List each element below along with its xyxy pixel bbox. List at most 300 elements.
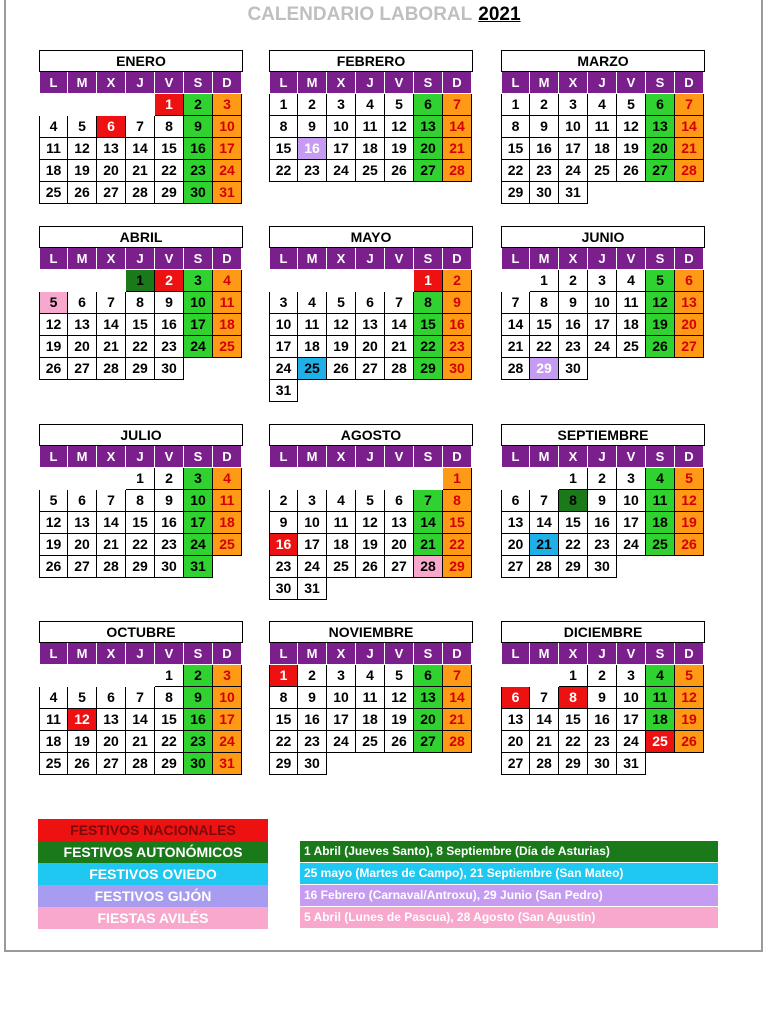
day-cell: 5 bbox=[68, 687, 97, 709]
weekday-header: M bbox=[298, 248, 327, 270]
day-cell: 30 bbox=[155, 556, 184, 578]
day-cell: 29 bbox=[443, 556, 472, 578]
day-cell: 7 bbox=[385, 292, 414, 314]
legend-aviles: FIESTAS AVILÉS bbox=[38, 907, 268, 929]
day-cell: 13 bbox=[68, 314, 97, 336]
day-cell: 9 bbox=[298, 687, 327, 709]
weekday-header: M bbox=[530, 248, 559, 270]
day-cell: 8 bbox=[269, 687, 298, 709]
page-title bbox=[0, 3, 768, 27]
day-cell: 1 bbox=[126, 270, 155, 292]
day-cell: 30 bbox=[559, 358, 588, 380]
day-cell: 27 bbox=[97, 753, 126, 775]
month-abril bbox=[39, 226, 243, 380]
day-cell: 22 bbox=[443, 534, 472, 556]
day-cell: 1 bbox=[443, 468, 472, 490]
empty-cell bbox=[298, 468, 327, 490]
day-cell: 4 bbox=[646, 468, 675, 490]
day-cell: 9 bbox=[530, 116, 559, 138]
empty-cell bbox=[68, 468, 97, 490]
month-grid bbox=[39, 446, 243, 578]
day-cell: 7 bbox=[530, 687, 559, 709]
day-cell: 12 bbox=[39, 512, 68, 534]
legend-gijon-note: 16 Febrero (Carnaval/Antroxu), 29 Junio (San Pedro) bbox=[300, 885, 718, 906]
weekday-header: L bbox=[269, 446, 298, 468]
day-cell: 9 bbox=[298, 116, 327, 138]
day-cell: 21 bbox=[385, 336, 414, 358]
day-cell: 15 bbox=[559, 709, 588, 731]
month-name: AGOSTO bbox=[269, 424, 473, 446]
day-cell: 9 bbox=[588, 687, 617, 709]
day-cell: 14 bbox=[443, 687, 472, 709]
day-cell: 22 bbox=[269, 160, 298, 182]
weekday-header: M bbox=[298, 446, 327, 468]
day-cell: 14 bbox=[385, 314, 414, 336]
month-name: ENERO bbox=[39, 50, 243, 72]
day-cell: 30 bbox=[184, 182, 213, 204]
day-cell: 13 bbox=[97, 709, 126, 731]
weekday-header: L bbox=[501, 248, 530, 270]
day-cell: 16 bbox=[269, 534, 298, 556]
day-cell: 29 bbox=[530, 358, 559, 380]
weekday-header: M bbox=[298, 72, 327, 94]
month-grid bbox=[269, 446, 473, 600]
day-cell: 23 bbox=[184, 731, 213, 753]
legend-autonomicos: FESTIVOS AUTONÓMICOS bbox=[38, 841, 268, 863]
month-noviembre bbox=[269, 621, 473, 775]
weekday-header: V bbox=[155, 72, 184, 94]
day-cell: 16 bbox=[184, 138, 213, 160]
day-cell: 25 bbox=[356, 160, 385, 182]
day-cell: 24 bbox=[327, 160, 356, 182]
day-cell: 3 bbox=[327, 94, 356, 116]
day-cell: 13 bbox=[675, 292, 704, 314]
day-cell: 1 bbox=[155, 665, 184, 687]
month-grid bbox=[269, 643, 473, 775]
day-cell: 17 bbox=[184, 314, 213, 336]
day-cell: 1 bbox=[126, 468, 155, 490]
weekday-header: M bbox=[68, 643, 97, 665]
day-cell: 17 bbox=[617, 512, 646, 534]
day-cell: 30 bbox=[155, 358, 184, 380]
day-cell: 17 bbox=[559, 138, 588, 160]
day-cell: 5 bbox=[617, 94, 646, 116]
day-cell: 16 bbox=[155, 314, 184, 336]
day-cell: 8 bbox=[126, 292, 155, 314]
day-cell: 11 bbox=[39, 138, 68, 160]
day-cell: 7 bbox=[126, 116, 155, 138]
day-cell: 30 bbox=[530, 182, 559, 204]
month-name: SEPTIEMBRE bbox=[501, 424, 705, 446]
day-cell: 2 bbox=[443, 270, 472, 292]
weekday-header: L bbox=[269, 643, 298, 665]
day-cell: 1 bbox=[501, 94, 530, 116]
day-cell: 4 bbox=[617, 270, 646, 292]
month-grid bbox=[39, 248, 243, 380]
day-cell: 20 bbox=[501, 731, 530, 753]
day-cell: 17 bbox=[298, 534, 327, 556]
month-grid bbox=[39, 643, 243, 775]
day-cell: 30 bbox=[184, 753, 213, 775]
weekday-header: S bbox=[414, 248, 443, 270]
weekday-header: J bbox=[588, 446, 617, 468]
day-cell: 31 bbox=[213, 753, 242, 775]
weekday-header: X bbox=[97, 446, 126, 468]
day-cell: 28 bbox=[97, 556, 126, 578]
day-cell: 23 bbox=[298, 160, 327, 182]
day-cell: 29 bbox=[559, 753, 588, 775]
day-cell: 15 bbox=[155, 138, 184, 160]
day-cell: 23 bbox=[184, 160, 213, 182]
day-cell: 6 bbox=[501, 490, 530, 512]
day-cell: 24 bbox=[184, 336, 213, 358]
day-cell: 10 bbox=[269, 314, 298, 336]
day-cell: 23 bbox=[588, 534, 617, 556]
weekday-header: D bbox=[675, 643, 704, 665]
day-cell: 18 bbox=[39, 160, 68, 182]
day-cell: 17 bbox=[184, 512, 213, 534]
weekday-header: X bbox=[327, 248, 356, 270]
weekday-header: V bbox=[617, 643, 646, 665]
day-cell: 31 bbox=[559, 182, 588, 204]
month-grid bbox=[269, 248, 473, 402]
day-cell: 28 bbox=[414, 556, 443, 578]
weekday-header: J bbox=[588, 72, 617, 94]
weekday-header: S bbox=[184, 72, 213, 94]
month-grid bbox=[501, 72, 705, 204]
day-cell: 11 bbox=[356, 687, 385, 709]
day-cell: 7 bbox=[530, 490, 559, 512]
weekday-header: S bbox=[646, 446, 675, 468]
weekday-header: M bbox=[68, 248, 97, 270]
day-cell: 6 bbox=[97, 116, 126, 138]
day-cell: 19 bbox=[385, 138, 414, 160]
day-cell: 16 bbox=[443, 314, 472, 336]
day-cell: 1 bbox=[414, 270, 443, 292]
day-cell: 24 bbox=[588, 336, 617, 358]
day-cell: 17 bbox=[213, 138, 242, 160]
day-cell: 22 bbox=[559, 731, 588, 753]
weekday-header: J bbox=[126, 643, 155, 665]
day-cell: 9 bbox=[184, 116, 213, 138]
day-cell: 28 bbox=[97, 358, 126, 380]
day-cell: 28 bbox=[530, 556, 559, 578]
month-octubre bbox=[39, 621, 243, 775]
day-cell: 12 bbox=[675, 687, 704, 709]
day-cell: 20 bbox=[501, 534, 530, 556]
weekday-header: J bbox=[356, 72, 385, 94]
day-cell: 2 bbox=[588, 468, 617, 490]
day-cell: 24 bbox=[617, 731, 646, 753]
day-cell: 19 bbox=[356, 534, 385, 556]
day-cell: 9 bbox=[155, 292, 184, 314]
day-cell: 18 bbox=[646, 512, 675, 534]
day-cell: 17 bbox=[213, 709, 242, 731]
day-cell: 3 bbox=[588, 270, 617, 292]
day-cell: 3 bbox=[269, 292, 298, 314]
day-cell: 23 bbox=[530, 160, 559, 182]
empty-cell bbox=[97, 270, 126, 292]
day-cell: 5 bbox=[675, 665, 704, 687]
day-cell: 2 bbox=[155, 468, 184, 490]
day-cell: 25 bbox=[617, 336, 646, 358]
day-cell: 15 bbox=[501, 138, 530, 160]
weekday-header: M bbox=[530, 643, 559, 665]
empty-cell bbox=[39, 468, 68, 490]
day-cell: 12 bbox=[675, 490, 704, 512]
day-cell: 27 bbox=[501, 753, 530, 775]
empty-cell bbox=[269, 468, 298, 490]
day-cell: 6 bbox=[68, 490, 97, 512]
weekday-header: J bbox=[588, 643, 617, 665]
day-cell: 30 bbox=[269, 578, 298, 600]
day-cell: 19 bbox=[68, 731, 97, 753]
day-cell: 10 bbox=[617, 687, 646, 709]
weekday-header: L bbox=[39, 446, 68, 468]
legend-aviles-note: 5 Abril (Lunes de Pascua), 28 Agosto (San Agustín) bbox=[300, 907, 718, 928]
day-cell: 14 bbox=[97, 314, 126, 336]
day-cell: 7 bbox=[97, 490, 126, 512]
day-cell: 9 bbox=[184, 687, 213, 709]
month-enero bbox=[39, 50, 243, 204]
day-cell: 3 bbox=[617, 468, 646, 490]
day-cell: 17 bbox=[327, 138, 356, 160]
month-septiembre bbox=[501, 424, 705, 578]
day-cell: 7 bbox=[443, 665, 472, 687]
weekday-header: X bbox=[327, 72, 356, 94]
legend-nacionales: FESTIVOS NACIONALES bbox=[38, 819, 268, 841]
day-cell: 26 bbox=[675, 731, 704, 753]
day-cell: 11 bbox=[39, 709, 68, 731]
day-cell: 29 bbox=[155, 182, 184, 204]
day-cell: 9 bbox=[588, 490, 617, 512]
day-cell: 19 bbox=[327, 336, 356, 358]
day-cell: 7 bbox=[414, 490, 443, 512]
weekday-header: S bbox=[646, 248, 675, 270]
day-cell: 22 bbox=[155, 160, 184, 182]
day-cell: 3 bbox=[184, 270, 213, 292]
day-cell: 18 bbox=[39, 731, 68, 753]
day-cell: 5 bbox=[356, 490, 385, 512]
day-cell: 27 bbox=[675, 336, 704, 358]
day-cell: 27 bbox=[97, 182, 126, 204]
day-cell: 11 bbox=[298, 314, 327, 336]
weekday-header: X bbox=[97, 248, 126, 270]
month-name: MARZO bbox=[501, 50, 705, 72]
day-cell: 2 bbox=[184, 94, 213, 116]
day-cell: 21 bbox=[414, 534, 443, 556]
day-cell: 30 bbox=[588, 753, 617, 775]
weekday-header: M bbox=[68, 446, 97, 468]
day-cell: 7 bbox=[97, 292, 126, 314]
day-cell: 31 bbox=[269, 380, 298, 402]
day-cell: 5 bbox=[327, 292, 356, 314]
day-cell: 22 bbox=[155, 731, 184, 753]
day-cell: 14 bbox=[530, 709, 559, 731]
day-cell: 19 bbox=[39, 336, 68, 358]
weekday-header: V bbox=[385, 248, 414, 270]
month-name: OCTUBRE bbox=[39, 621, 243, 643]
day-cell: 21 bbox=[443, 709, 472, 731]
day-cell: 13 bbox=[501, 709, 530, 731]
day-cell: 4 bbox=[213, 270, 242, 292]
day-cell: 22 bbox=[530, 336, 559, 358]
weekday-header: D bbox=[675, 72, 704, 94]
day-cell: 2 bbox=[530, 94, 559, 116]
day-cell: 11 bbox=[327, 512, 356, 534]
day-cell: 4 bbox=[327, 490, 356, 512]
day-cell: 3 bbox=[298, 490, 327, 512]
day-cell: 7 bbox=[126, 687, 155, 709]
day-cell: 25 bbox=[588, 160, 617, 182]
day-cell: 15 bbox=[269, 709, 298, 731]
day-cell: 13 bbox=[356, 314, 385, 336]
day-cell: 19 bbox=[617, 138, 646, 160]
day-cell: 18 bbox=[213, 512, 242, 534]
weekday-header: L bbox=[501, 643, 530, 665]
day-cell: 29 bbox=[126, 556, 155, 578]
weekday-header: L bbox=[501, 446, 530, 468]
day-cell: 6 bbox=[356, 292, 385, 314]
day-cell: 5 bbox=[39, 490, 68, 512]
empty-cell bbox=[530, 665, 559, 687]
day-cell: 21 bbox=[530, 731, 559, 753]
day-cell: 3 bbox=[327, 665, 356, 687]
weekday-header: D bbox=[443, 248, 472, 270]
day-cell: 16 bbox=[298, 138, 327, 160]
day-cell: 6 bbox=[414, 94, 443, 116]
day-cell: 20 bbox=[68, 336, 97, 358]
weekday-header: D bbox=[443, 72, 472, 94]
weekday-header: S bbox=[184, 248, 213, 270]
day-cell: 6 bbox=[414, 665, 443, 687]
day-cell: 25 bbox=[213, 534, 242, 556]
weekday-header: J bbox=[588, 248, 617, 270]
day-cell: 16 bbox=[298, 709, 327, 731]
empty-cell bbox=[327, 270, 356, 292]
day-cell: 30 bbox=[298, 753, 327, 775]
weekday-header: V bbox=[617, 72, 646, 94]
month-agosto bbox=[269, 424, 473, 600]
day-cell: 3 bbox=[617, 665, 646, 687]
day-cell: 6 bbox=[646, 94, 675, 116]
empty-cell bbox=[414, 468, 443, 490]
day-cell: 11 bbox=[356, 116, 385, 138]
weekday-header: J bbox=[126, 248, 155, 270]
day-cell: 25 bbox=[39, 753, 68, 775]
month-name: FEBRERO bbox=[269, 50, 473, 72]
day-cell: 13 bbox=[97, 138, 126, 160]
day-cell: 15 bbox=[126, 512, 155, 534]
day-cell: 22 bbox=[559, 534, 588, 556]
day-cell: 24 bbox=[213, 731, 242, 753]
day-cell: 29 bbox=[559, 556, 588, 578]
day-cell: 28 bbox=[126, 182, 155, 204]
weekday-header: M bbox=[298, 643, 327, 665]
weekday-header: S bbox=[414, 72, 443, 94]
weekday-header: V bbox=[385, 446, 414, 468]
day-cell: 22 bbox=[126, 336, 155, 358]
month-mayo bbox=[269, 226, 473, 402]
day-cell: 14 bbox=[126, 709, 155, 731]
day-cell: 10 bbox=[213, 116, 242, 138]
day-cell: 31 bbox=[298, 578, 327, 600]
day-cell: 3 bbox=[559, 94, 588, 116]
weekday-header: X bbox=[327, 643, 356, 665]
day-cell: 24 bbox=[269, 358, 298, 380]
legend-oviedo: FESTIVOS OVIEDO bbox=[38, 863, 268, 885]
day-cell: 15 bbox=[269, 138, 298, 160]
day-cell: 2 bbox=[269, 490, 298, 512]
day-cell: 15 bbox=[443, 512, 472, 534]
day-cell: 11 bbox=[646, 687, 675, 709]
day-cell: 21 bbox=[97, 336, 126, 358]
empty-cell bbox=[298, 270, 327, 292]
day-cell: 9 bbox=[443, 292, 472, 314]
day-cell: 20 bbox=[646, 138, 675, 160]
weekday-header: X bbox=[559, 248, 588, 270]
day-cell: 26 bbox=[617, 160, 646, 182]
weekday-header: D bbox=[675, 248, 704, 270]
day-cell: 29 bbox=[155, 753, 184, 775]
day-cell: 1 bbox=[559, 468, 588, 490]
day-cell: 29 bbox=[501, 182, 530, 204]
day-cell: 21 bbox=[126, 160, 155, 182]
day-cell: 17 bbox=[327, 709, 356, 731]
title-year: 2021 bbox=[478, 4, 521, 25]
day-cell: 4 bbox=[213, 468, 242, 490]
day-cell: 16 bbox=[530, 138, 559, 160]
day-cell: 4 bbox=[356, 94, 385, 116]
weekday-header: V bbox=[617, 446, 646, 468]
day-cell: 26 bbox=[39, 358, 68, 380]
weekday-header: X bbox=[559, 643, 588, 665]
empty-cell bbox=[39, 94, 68, 116]
day-cell: 18 bbox=[356, 138, 385, 160]
day-cell: 17 bbox=[269, 336, 298, 358]
empty-cell bbox=[501, 270, 530, 292]
month-name: NOVIEMBRE bbox=[269, 621, 473, 643]
day-cell: 8 bbox=[443, 490, 472, 512]
day-cell: 25 bbox=[646, 731, 675, 753]
day-cell: 16 bbox=[588, 709, 617, 731]
day-cell: 6 bbox=[675, 270, 704, 292]
weekday-header: D bbox=[213, 248, 242, 270]
empty-cell bbox=[68, 94, 97, 116]
day-cell: 24 bbox=[213, 160, 242, 182]
weekday-header: X bbox=[559, 72, 588, 94]
weekday-header: X bbox=[97, 72, 126, 94]
day-cell: 2 bbox=[298, 665, 327, 687]
day-cell: 3 bbox=[213, 665, 242, 687]
empty-cell bbox=[530, 468, 559, 490]
day-cell: 30 bbox=[588, 556, 617, 578]
month-febrero bbox=[269, 50, 473, 182]
month-julio bbox=[39, 424, 243, 578]
day-cell: 12 bbox=[646, 292, 675, 314]
day-cell: 13 bbox=[646, 116, 675, 138]
day-cell: 5 bbox=[385, 665, 414, 687]
weekday-header: V bbox=[155, 643, 184, 665]
day-cell: 23 bbox=[298, 731, 327, 753]
day-cell: 3 bbox=[213, 94, 242, 116]
weekday-header: D bbox=[213, 446, 242, 468]
day-cell: 12 bbox=[327, 314, 356, 336]
day-cell: 4 bbox=[646, 665, 675, 687]
day-cell: 22 bbox=[501, 160, 530, 182]
day-cell: 26 bbox=[385, 160, 414, 182]
day-cell: 18 bbox=[617, 314, 646, 336]
